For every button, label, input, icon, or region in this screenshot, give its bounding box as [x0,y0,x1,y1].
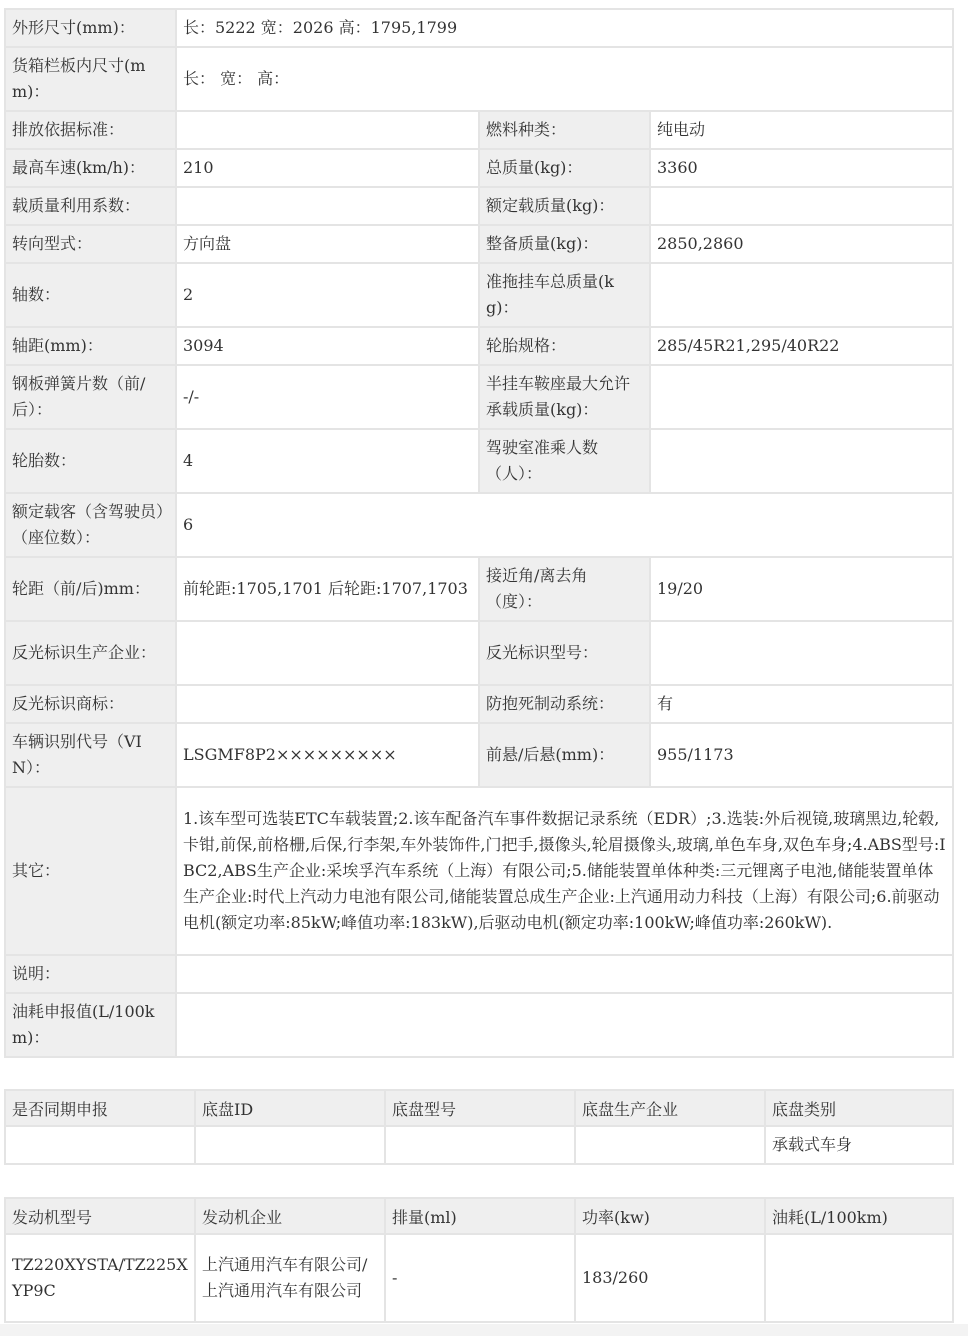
label-axles: 轴数： [5,263,176,327]
cell-power: 183/260 [575,1234,765,1322]
value-fuel-consumption [176,993,953,1057]
page-bottom-edge [0,1324,968,1336]
header-engine-maker: 发动机企业 [195,1198,385,1234]
spec-row-fuel-consumption [5,993,953,1057]
value-tire-count: 4 [176,429,479,493]
label-trailer-mass: 准拖挂车总质量(kg)： [479,263,650,327]
spec-row-dimensions [5,9,953,47]
label-seats: 额定载客（含驾驶员）（座位数）： [5,493,176,557]
header-chassis-model: 底盘型号 [385,1090,575,1126]
cell-same-period [5,1126,195,1164]
value-reflector-maker [176,621,479,685]
chassis-table [4,1089,954,1165]
spec-row [5,365,953,429]
cell-chassis-type: 承载式车身 [765,1126,953,1164]
value-overhang: 955/1173 [650,723,953,787]
label-tire-spec: 轮胎规格： [479,327,650,365]
cell-chassis-model [385,1126,575,1164]
spec-row [5,685,953,723]
label-emission-standard: 排放依据标准： [5,111,176,149]
value-reflector-model [650,621,953,685]
value-cab-occupants [650,429,953,493]
spec-row [5,429,953,493]
label-steering: 转向型式： [5,225,176,263]
engine-table [4,1197,954,1323]
cell-engine-fuel-consumption [765,1234,953,1322]
value-emission-standard [176,111,479,149]
spec-row [5,111,953,149]
value-vin: LSGMF8P2××××××××× [176,723,479,787]
header-chassis-id: 底盘ID [195,1090,385,1126]
header-engine-model: 发动机型号 [5,1198,195,1234]
label-overhang: 前悬/后悬(mm)： [479,723,650,787]
label-max-speed: 最高车速(km/h)： [5,149,176,187]
cell-engine-model: TZ220XYSTA/TZ225XYP9C [5,1234,195,1322]
label-other: 其它： [5,787,176,955]
value-cargo-box: 长： 宽： 高： [176,47,953,111]
header-displacement: 排量(ml) [385,1198,575,1234]
value-seats: 6 [176,493,953,557]
spec-row [5,225,953,263]
label-gross-mass: 总质量(kg)： [479,149,650,187]
header-chassis-type: 底盘类别 [765,1090,953,1126]
value-notes [176,955,953,993]
label-reflector-model: 反光标识型号： [479,621,650,685]
spec-row [5,149,953,187]
cell-chassis-id [195,1126,385,1164]
engine-row [5,1234,953,1322]
value-trailer-mass [650,263,953,327]
header-power: 功率(kw) [575,1198,765,1234]
value-other: 1.该车型可选装ETC车载装置;2.该车配备汽车事件数据记录系统（EDR）;3.选装:外后视镜,玻璃黑边,轮毂,卡钳,前保,前格栅,后保,行李架,车外装饰件,门把手,摄像头,轮眉摄像头,玻璃,单色车身,双色车身;4.ABS型号:IBC2,ABS生产企业:采埃孚汽车系统（上海）有限公司;5.储能装置单体种类:三元锂离子电池,储能装置单体生产企业:时代上汽动力电池有限公司,储能装置总成生产企业:上汽通用动力科技（上海）有限公司;6.前驱动电机(额定功率:85kW;峰值功率:183kW),后驱动电机(额定功率:100kW;峰值功率:260kW). [176,787,953,955]
chassis-row [5,1126,953,1164]
label-vin: 车辆识别代号（VIN）： [5,723,176,787]
spec-row [5,621,953,685]
value-steering: 方向盘 [176,225,479,263]
value-saddle-load [650,365,953,429]
label-saddle-load: 半挂车鞍座最大允许承载质量(kg)： [479,365,650,429]
label-fuel-consumption: 油耗申报值(L/100km)： [5,993,176,1057]
label-reflector-brand: 反光标识商标： [5,685,176,723]
value-load-utilization [176,187,479,225]
label-tire-count: 轮胎数： [5,429,176,493]
spec-row-notes [5,955,953,993]
label-approach-departure: 接近角/离去角（度）： [479,557,650,621]
label-track: 轮距（前/后)mm： [5,557,176,621]
label-curb-mass: 整备质量(kg)： [479,225,650,263]
value-curb-mass: 2850,2860 [650,225,953,263]
spec-row [5,327,953,365]
cell-chassis-maker [575,1126,765,1164]
label-notes: 说明： [5,955,176,993]
header-same-period: 是否同期申报 [5,1090,195,1126]
spec-row [5,557,953,621]
label-reflector-maker: 反光标识生产企业： [5,621,176,685]
spec-row [5,187,953,225]
label-leaf-springs: 钢板弹簧片数（前/后）： [5,365,176,429]
value-dimensions: 长：5222 宽：2026 高：1795,1799 [176,9,953,47]
label-fuel-type: 燃料种类： [479,111,650,149]
vehicle-spec-table [4,8,954,1058]
label-cab-occupants: 驾驶室准乘人数（人）： [479,429,650,493]
label-cargo-box: 货箱栏板内尺寸(mm)： [5,47,176,111]
value-tire-spec: 285/45R21,295/40R22 [650,327,953,365]
value-approach-departure: 19/20 [650,557,953,621]
label-abs: 防抱死制动系统： [479,685,650,723]
label-load-utilization: 载质量利用系数： [5,187,176,225]
label-wheelbase: 轴距(mm)： [5,327,176,365]
value-rated-load [650,187,953,225]
value-gross-mass: 3360 [650,149,953,187]
cell-engine-maker: 上汽通用汽车有限公司/上汽通用汽车有限公司 [195,1234,385,1322]
spec-row [5,263,953,327]
engine-header-row [5,1198,953,1234]
header-fuel-consumption: 油耗(L/100km) [765,1198,953,1234]
spec-row [5,493,953,557]
label-rated-load: 额定载质量(kg)： [479,187,650,225]
value-wheelbase: 3094 [176,327,479,365]
header-chassis-maker: 底盘生产企业 [575,1090,765,1126]
value-reflector-brand [176,685,479,723]
value-axles: 2 [176,263,479,327]
value-max-speed: 210 [176,149,479,187]
label-dimensions: 外形尺寸(mm)： [5,9,176,47]
value-fuel-type: 纯电动 [650,111,953,149]
spec-row-cargo-box [5,47,953,111]
spec-row-other [5,787,953,955]
value-track: 前轮距:1705,1701 后轮距:1707,1703 [176,557,479,621]
value-abs: 有 [650,685,953,723]
value-leaf-springs: -/- [176,365,479,429]
cell-displacement: - [385,1234,575,1322]
chassis-header-row [5,1090,953,1126]
spec-row [5,723,953,787]
